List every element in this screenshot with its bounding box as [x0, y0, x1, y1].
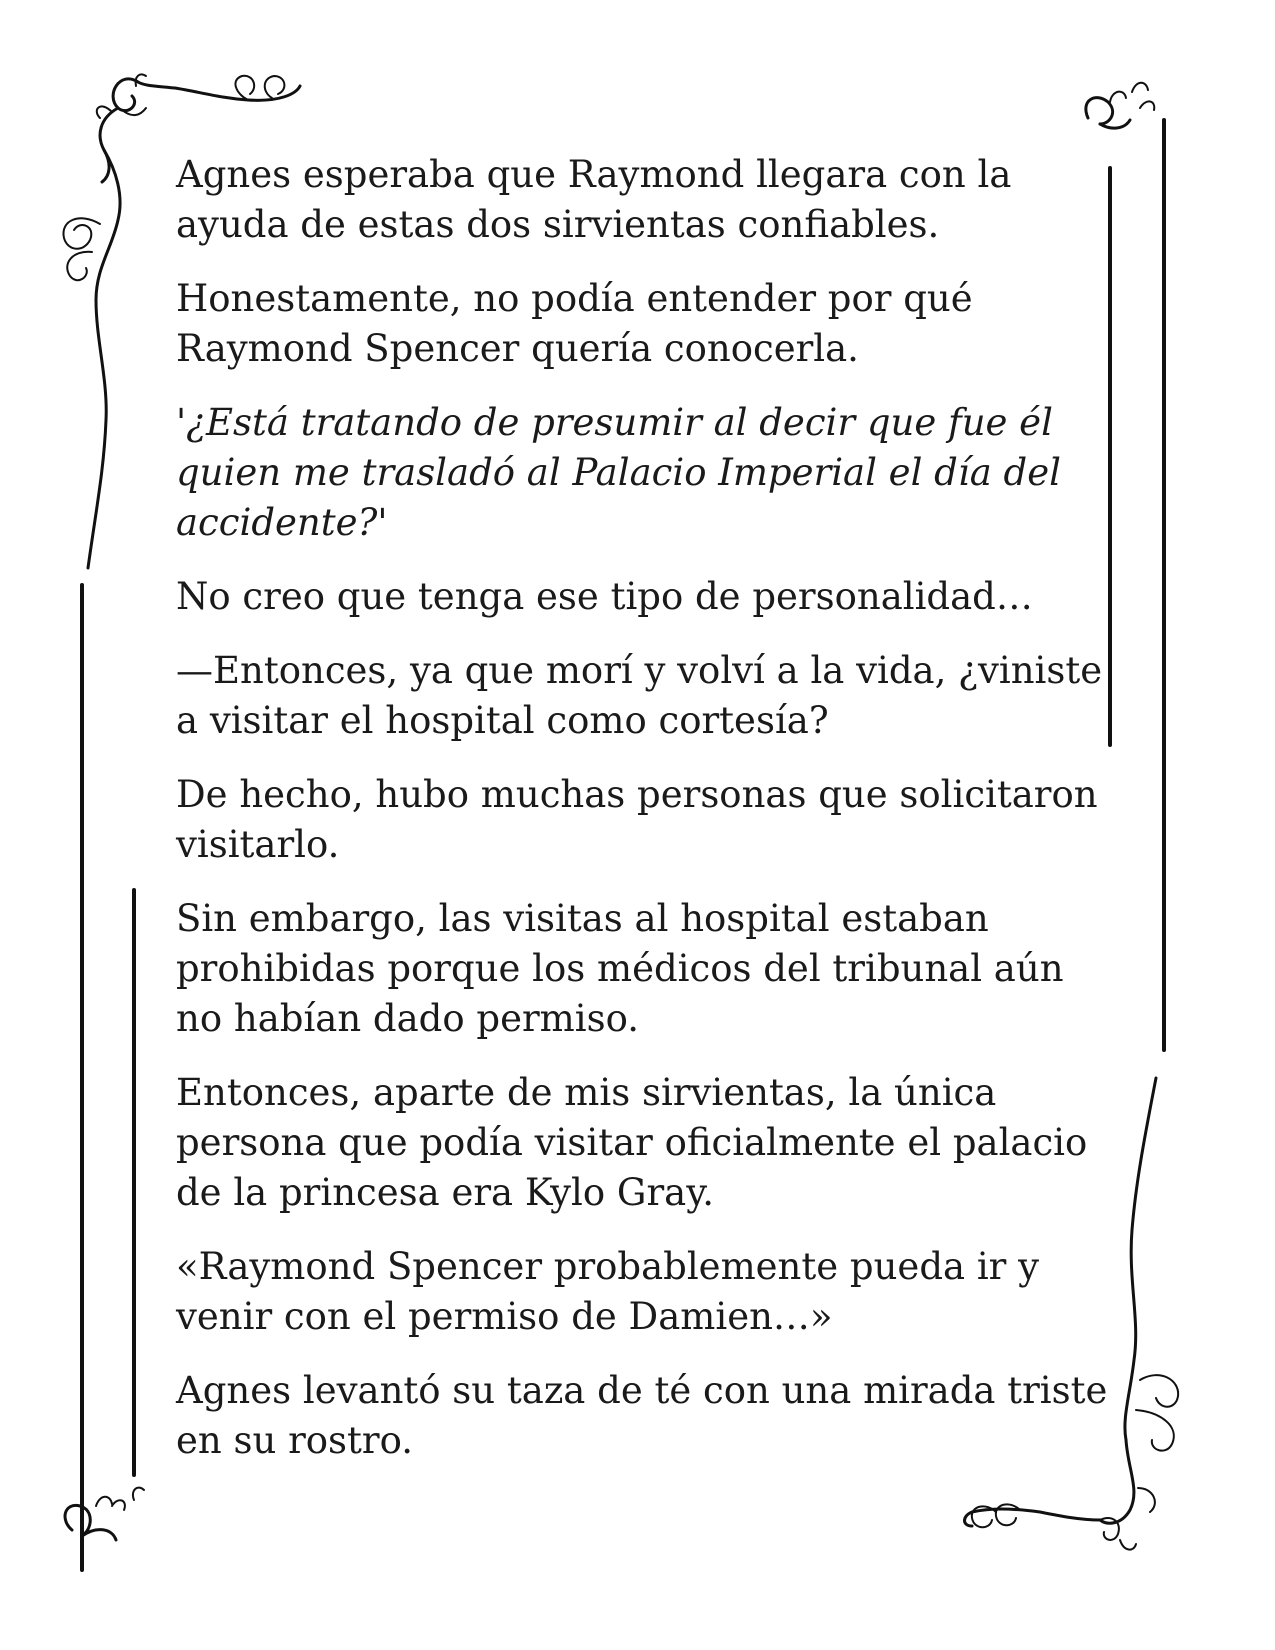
flourish-bottom-left-icon	[65, 1488, 144, 1540]
paragraph-6: De hecho, hubo muchas personas que solicitaron visitarlo.	[176, 773, 1098, 866]
paragraph-2: Honestamente, no podía entender por qué Raymond Spencer quería conocerla.	[176, 277, 973, 370]
flourish-top-right-icon	[1086, 83, 1154, 128]
paragraph-7: Sin embargo, las visitas al hospital estaban prohibidas porque los médicos del tribunal aún no habían dado permiso.	[176, 897, 1064, 1040]
paragraph-9-quote: «Raymond Spencer probablemente pueda ir y venir con el permiso de Damien…»	[176, 1245, 1040, 1338]
paragraph-8: Entonces, aparte de mis sirvientas, la única persona que podía visitar oficialmente el palacio de la princesa era Kylo Gray.	[176, 1071, 1088, 1214]
paragraph-4: No creo que tenga ese tipo de personalidad…	[176, 575, 1033, 618]
paragraph-10: Agnes levantó su taza de té con una mirada triste en su rostro.	[176, 1369, 1108, 1462]
paragraph-1: Agnes esperaba que Raymond llegara con la ayuda de estas dos sirvientas confiables.	[176, 153, 1012, 246]
paragraph-3-thought: '¿Está tratando de presumir al decir que fue él quien me trasladó al Palacio Imperial el día del accidente?'	[176, 401, 1061, 544]
paragraph-5-dialogue: —Entonces, ya que morí y volví a la vida, ¿viniste a visitar el hospital como cortesía?	[176, 649, 1103, 742]
document-body	[176, 150, 1116, 1490]
